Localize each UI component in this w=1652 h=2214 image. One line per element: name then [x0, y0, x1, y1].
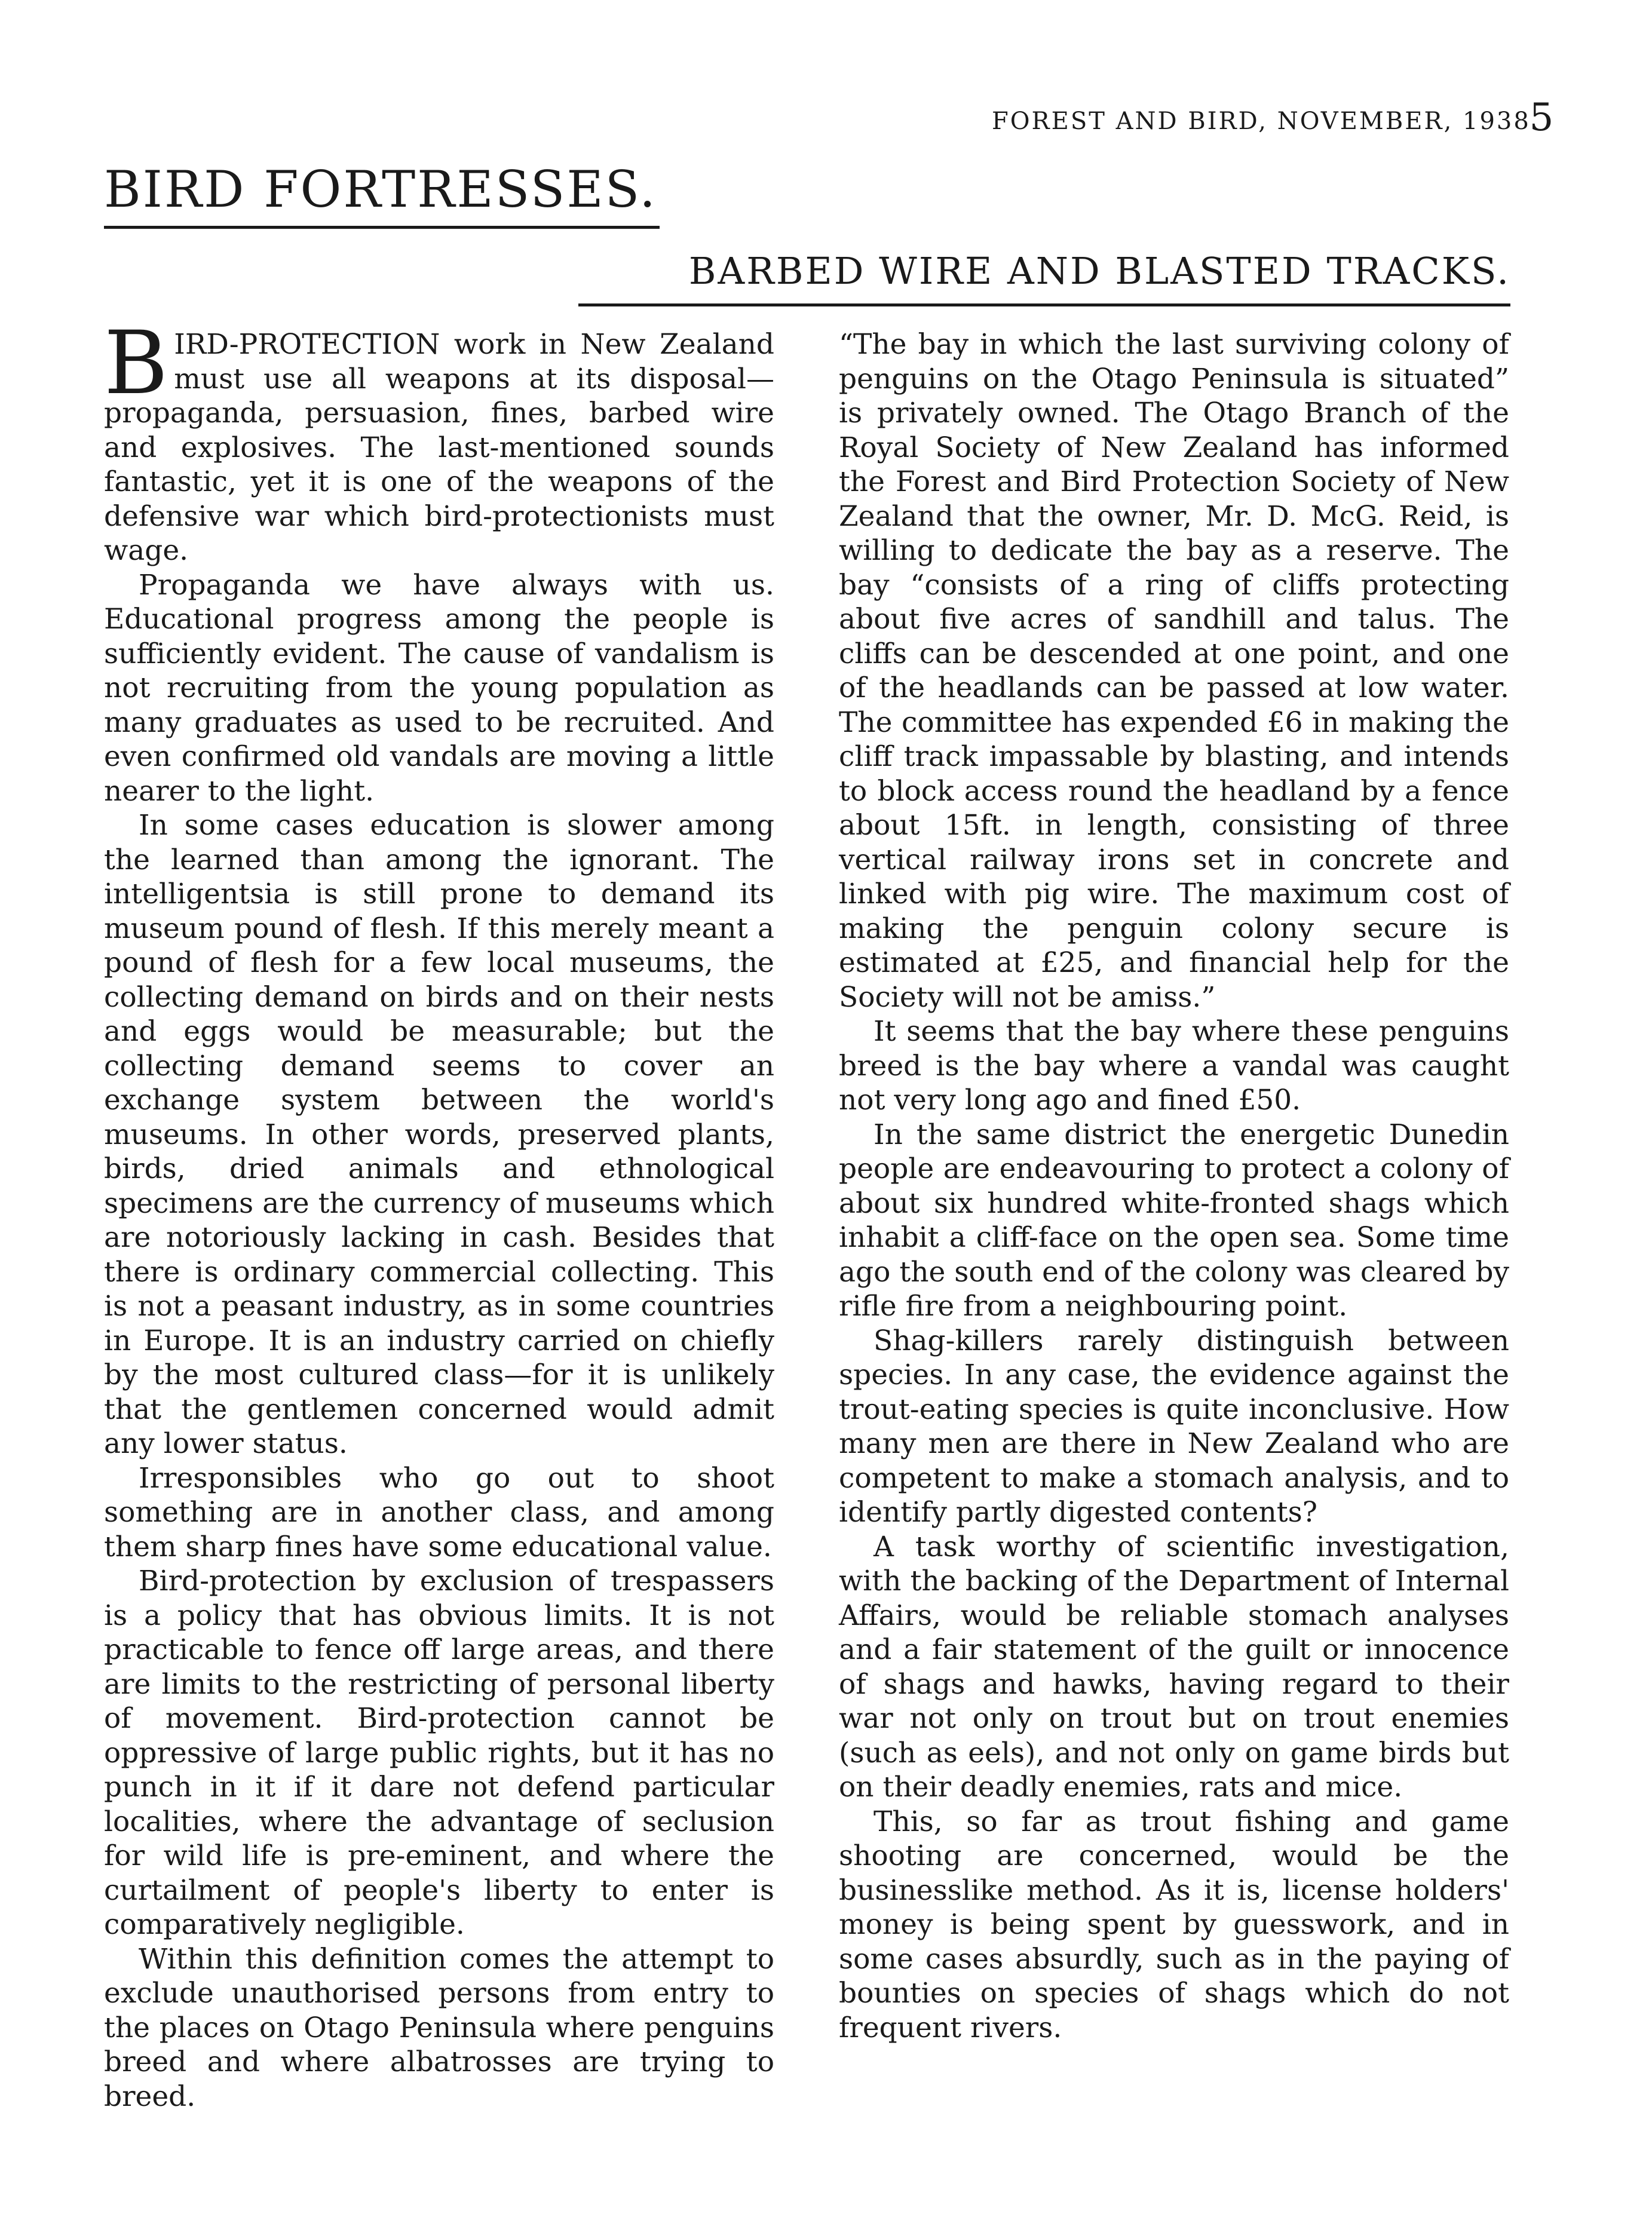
running-head: FOREST AND BIRD, NOVEMBER, 1938. [992, 108, 1540, 135]
paragraph: A task worthy of scientific investigation, with the backing of the Department of Internal Affairs, would be reliable stomach analyses and a fair statement of the guilt or innocence of shags and hawks, having regard to their war not only on trout but on trout enemies (such as eels), and not only on game birds but on their deadly enemies, rats and mice. [839, 1530, 1509, 1804]
paragraph [104, 312, 774, 568]
paragraph: It seems that the bay where these penguins breed is the bay where a vandal was caught not very long ago and fined £50. [839, 1015, 1509, 1117]
right-column [839, 327, 1509, 2045]
page-number: 5 [1529, 96, 1554, 140]
paragraph: This, so far as trout fishing and game shooting are concerned, would be the businesslike method. As it is, license holders' money is being spent by guesswork, and in some cases absurdly, such as in the paying of bounties on species of shags which do not frequent rivers. [839, 1805, 1509, 2044]
article-title: BIRD FORTRESSES. [104, 157, 660, 229]
paragraph: “The bay in which the last surviving colony of penguins on the Otago Peninsula is situated” is privately owned. The Otago Branch of the Royal Society of New Zealand has informed the Forest and Bird Protection Society of New Zealand that the owner, Mr. D. McG. Reid, is willing to dedicate the bay as a reserve. The bay “consists of a ring of cliffs protecting about five acres of sandhill and talus. The cliffs can be descended at one point, and one of the headlands can be passed at low water. The committee has expended £6 in making the cliff track impassable by blasting, and intends to block access round the headland by a fence about 15ft. in length, consisting of three vertical railway irons set in concrete and linked with pig wire. The maximum cost of making the penguin colony secure is estimated at £25, and financial help for the Society will not be amiss.” [839, 328, 1509, 1014]
paragraph: Within this definition comes the attempt to exclude unauthorised persons from entry to the places on Otago Peninsula where penguins breed and where albatrosses are trying to breed. [104, 1942, 774, 2113]
article-subtitle: BARBED WIRE AND BLASTED TRACKS. [578, 245, 1510, 306]
paragraph-text: IRD-PROTECTION work in New Zealand must use all weapons at its disposal—propaganda, persuasion, fines, barbed wire and explosives. The last-mentioned sounds fantastic, yet it is one of the weapons of the defensive war which bird-protectionists must wage. [104, 328, 774, 567]
drop-cap: B [104, 312, 168, 414]
paragraph: Bird-protection by exclusion of trespassers is a policy that has obvious limits. It is not practicable to fence off large areas, and there are limits to the restricting of personal liberty of movement. Bird-protection cannot be oppressive of large public rights, but it has no punch in it if it dare not defend particular localities, where the advantage of seclusion for wild life is pre-eminent, and where the curtailment of people's liberty to enter is comparatively negligible. [104, 1565, 774, 1941]
paragraph: In some cases education is slower among the learned than among the ignorant. The intelligentsia is still prone to demand its museum pound of flesh. If this merely meant a pound of flesh for a few local museums, the collecting demand on birds and on their nests and eggs would be measurable; but the collecting demand seems to cover an exchange system between the world's museums. In other words, preserved plants, birds, dried animals and ethnological specimens are the currency of museums which are notoriously lacking in cash. Besides that there is ordinary commercial collecting. This is not a peasant industry, as in some countries in Europe. It is an industry carried on chiefly by the most cultured class—for it is unlikely that the gentlemen concerned would admit any lower status. [104, 809, 774, 1460]
paragraph: Shag-killers rarely distinguish between species. In any case, the evidence against the trout-eating species is quite inconclusive. How many men are there in New Zealand who are competent to make a stomach analysis, and to identify partly digested contents? [839, 1324, 1509, 1529]
paragraph: Propaganda we have always with us. Educational progress among the people is sufficiently evident. The cause of vandalism is not recruiting from the young population as many graduates as used to be recruited. And even confirmed old vandals are moving a little nearer to the light. [104, 568, 774, 808]
paragraph: In the same district the energetic Dunedin people are endeavouring to protect a colony of about six hundred white-fronted shags which inhabit a cliff-face on the open sea. Some time ago the south end of the colony was cleared by rifle fire from a neighbouring point. [839, 1118, 1509, 1323]
paragraph: Irresponsibles who go out to shoot something are in another class, and among them sharp fines have some educational value. [104, 1461, 774, 1563]
left-column [104, 312, 774, 2114]
